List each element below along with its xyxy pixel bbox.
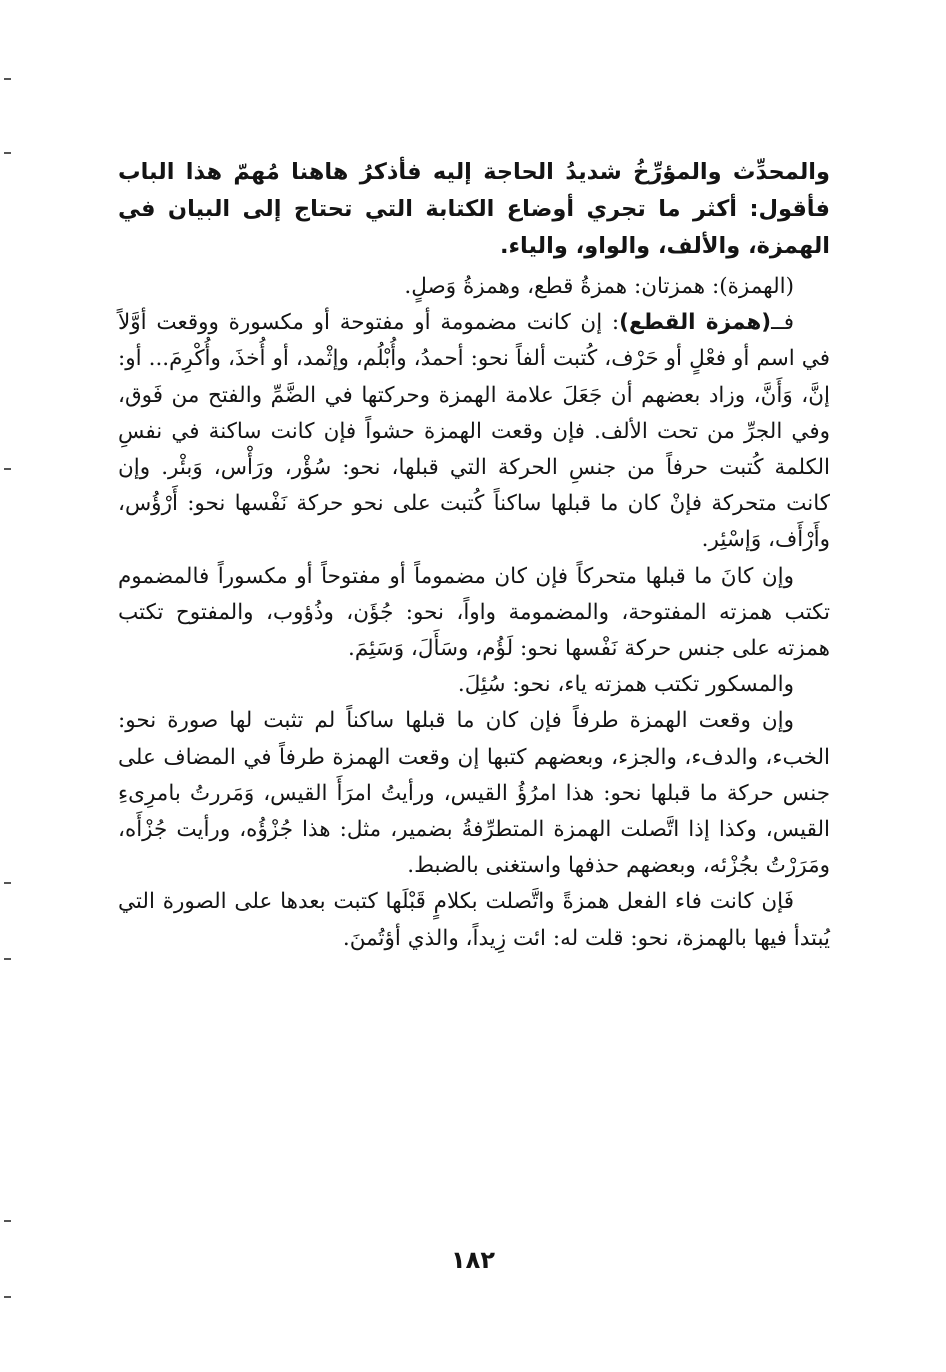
page-number: ١٨٢ [451,1246,495,1274]
taraf-paragraph: وإن وقعت الهمزة طرفاً فإن كان ما قبلها ساكناً لم تثبت لها صورة نحو: الخبء، والدفء، والجزء، وبعضهم كتبها إن وقعت الهمزة طرفاً في المضاف على جنس حركة ما قبلها نحو: هذا امرُؤُ القيس، ورأيتُ امرَأَ القيس، وَمَررتُ بامرِىءِ القيس، وكذا إذا اتَّصلت الهمزة المتطرِّفةُ بضمير، مثل: هذا جُزْؤُه، ورأيت جُزْأَه، ومَرَرْتُ بجُزْئه، وبعضهم حذفها واستغنى بالضبط. [118,708,830,879]
scan-margin-mark [4,958,11,960]
scan-margin-mark [4,1296,11,1298]
scan-margin-mark [4,882,11,884]
mutaharrik-paragraph: وإن كانَ ما قبلها متحركاً فإن كان مضموماً أو مفتوحاً أو مكسوراً فالمضموم تكتب همزته المفتوحة، والمضمومة واواً، نحو: جُؤَن، وذُؤوب، والمفتوح تكتب همزته على جنس حركة نَفْسها نحو: لَؤُم، وسَأَلَ، وَسَئِمَ. [118,563,830,662]
qat-term: (همزة القطع) [619,310,772,336]
fa-alfil-paragraph: فَإن كانت فاء الفعل همزةً واتَّصلت بكلامٍ قَبْلَها كتبت بعدها على الصورة التي يُبتدأ فيها بالهمزة، نحو: قلت له: ائت زِيداً، والذي أؤتُمنَ. [118,889,830,951]
scan-margin-mark [4,152,11,154]
scan-margin-mark [4,78,11,80]
main-text [118,269,830,957]
scan-margin-mark [4,468,11,470]
scan-margin-mark [4,1220,11,1222]
qat-prefix: فــ [771,310,794,336]
hamza-qat-paragraph [118,305,830,558]
maksur-paragraph: والمسكور تكتب همزته ياء، نحو: سُئِلَ. [457,672,794,698]
page-body [118,154,830,957]
intro-block [118,154,830,265]
intro-paragraph: والمحدِّث والمؤرِّخُ شديدُ الحاجة إليه فأذكرُ هاهنا مُهمّ هذا الباب فأقول: أكثر ما تجري أوضاع الكتابة التي تحتاج إلى البيان في الهمزة، والألف، والواو، والياء. [118,159,830,259]
hamza-intro-paragraph: (الهمزة): همزتان: همزةُ قطع، وهمزةُ وَصلٍ. [404,274,794,299]
qat-text: : إن كانت مضمومة أو مفتوحة أو مكسورة ووقعت أوَّلاً في اسم أو فعْلٍ أو حَرْف، كُتبت ألفاً نحو: أحمدُ، وأُبْلُم، وإثْمد، أو أُخذَ، وأُكْرِمَ... أو: إنَّ، وَأَنَّ، وزاد بعضهم أن جَعَلَ علامة الهمزة وحركتها في الضَّمِّ والفتح من فَوق، وفي الجرِّ من تحت الألف. فإن وقعت الهمزة حشواً فإن كانت ساكنة في نفسِ الكلمة كُتبت حرفاً من جنسِ الحركة التي قبلها، نحو: سُؤْر، ورَأْس، وَبئْر. وإن كانت متحركة فإنْ كان ما قبلها ساكناً كُتبت على نحو حركة نَفْسها نحو: أَرْؤُس، وأَرْأَف، وَإسْئِر. [118,310,830,553]
